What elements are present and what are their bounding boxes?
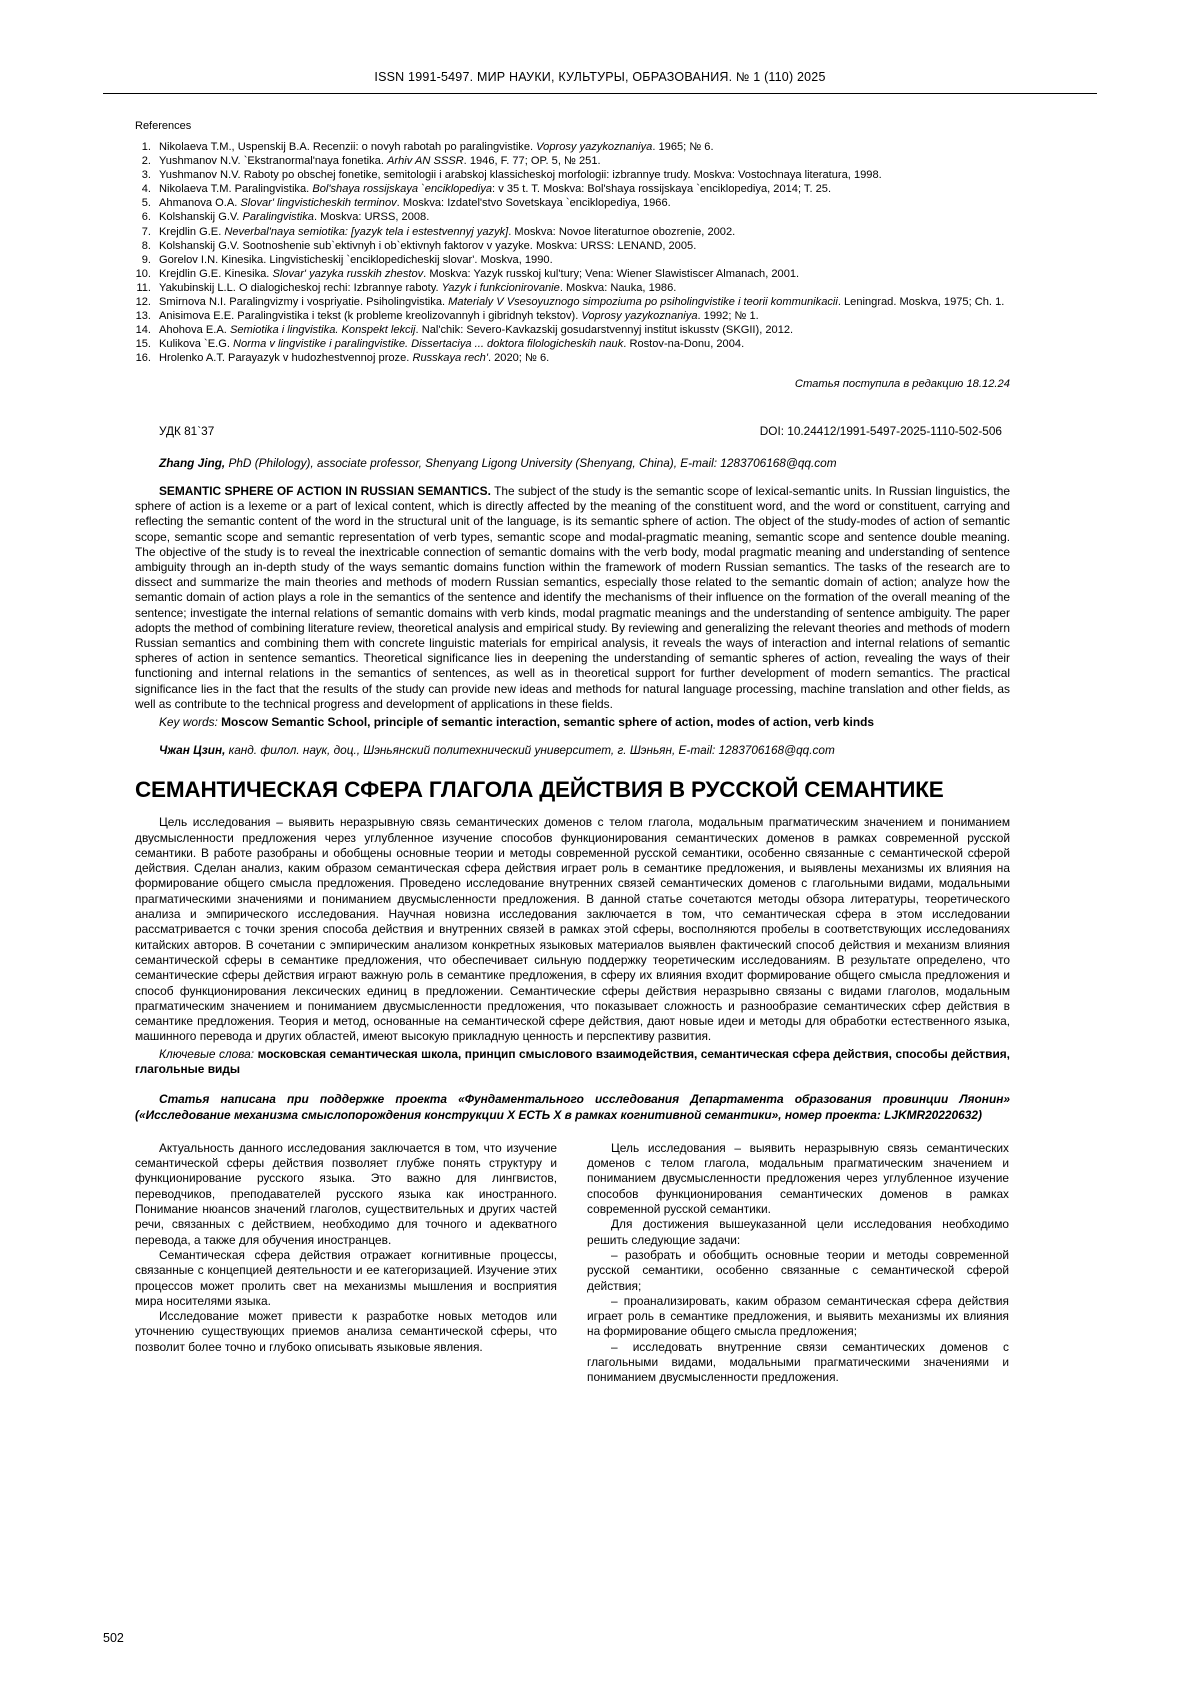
reference-text: Yushmanov N.V. `Ekstranormal'naya fonetika. Arhiv AN SSSR. 1946, F. 77; OP. 5, № 251. xyxy=(159,155,601,168)
body-paragraph: – исследовать внутренние связи семантических доменов с глагольными видами, модальными прагматическими значениями и пониманием двусмысленности предложения. xyxy=(587,1339,1009,1385)
udk-code: УДК 81`37 xyxy=(159,424,215,438)
keywords-en xyxy=(135,715,1010,730)
author-affiliation-en: Zhang Jing, PhD (Philology), associate professor, Shenyang Ligong University (Shenyang, China), E-mail: 1283706168@qq.com xyxy=(159,456,837,470)
reference-number: 2. xyxy=(141,155,151,168)
page-number: 502 xyxy=(103,1631,124,1645)
reference-item xyxy=(135,240,1010,254)
reference-number: 9. xyxy=(141,253,151,266)
body-paragraph: Семантическая сфера действия отражает когнитивные процессы, связанные с концепцией деятельности и ее категоризацией. Изучение этих процессов может пролить свет на механизмы мышления и восприятия мира носителями языка. xyxy=(135,1247,557,1308)
doi-code: DOI: 10.24412/1991-5497-2025-1110-502-506 xyxy=(759,424,1002,438)
abstract-en-title: SEMANTIC SPHERE OF ACTION IN RUSSIAN SEMANTICS. xyxy=(159,484,491,498)
reference-text: Smirnova N.I. Paralingvizmy i vospriyatie. Psiholingvistika. Materialy V Vsesoyuznogo simpoziuma po psiholingvistike i teorii kommunikacii. Leningrad. Moskva, 1975; Ch. 1. xyxy=(159,296,1005,309)
reference-text: Kulikova `E.G. Norma v lingvistike i paralingvistike. Dissertaciya ... doktora filologicheskih nauk. Rostov-na-Donu, 2004. xyxy=(159,338,745,351)
author-affiliation-ru: Чжан Цзин, канд. филол. наук, доц., Шэньянский политехнический университет, г. Шэньян, E-mail: 1283706168@qq.com xyxy=(159,743,835,758)
reference-number: 15. xyxy=(135,338,151,351)
reference-text: Anisimova E.E. Paralingvistika i tekst (k probleme kreolizovannyh i gibridnyh tekstov). Voprosy yazykoznaniya. 1992; № 1. xyxy=(159,310,759,323)
reference-number: 5. xyxy=(141,197,151,210)
reference-text: Krejdlin G.E. Kinesika. Slovar' yazyka russkih zhestov. Moskva: Yazyk russkoj kul'tury; Vena: Wiener Slawistiscer Almanach, 2001. xyxy=(159,267,800,280)
reference-text: Krejdlin G.E. Neverbal'naya semiotika: [yazyk tela i estestvennyj yazyk]. Moskva: Novoe literaturnoe obozrenie, 2002. xyxy=(159,225,736,238)
reference-number: 3. xyxy=(141,169,151,182)
reference-number: 14. xyxy=(135,324,151,337)
reference-item xyxy=(135,183,1010,197)
funding-note: Статья написана при поддержке проекта «Фундаментального исследования Департамента образования провинции Ляонин» («Исследование механизма смыслопорождения конструкции Х ЕСТЬ Х в рамках когнитивной семантики», номер проекта: LJKMR20220632) xyxy=(135,1092,1010,1122)
reference-text: Hrolenko A.T. Parayazyk v hudozhestvennoj proze. Russkaya rech'. 2020; № 6. xyxy=(159,352,550,365)
reference-text: Gorelov I.N. Kinesika. Lingvisticheskij `enciklopedicheskij slovar'. Moskva, 1990. xyxy=(159,253,553,266)
reference-number: 1. xyxy=(141,141,151,153)
reference-text: Kolshanskij G.V. Sootnoshenie sub`ektivnyh i ob`ektivnyh faktorov v yazyke. Moskva: URSS: LENAND, 2005. xyxy=(159,239,697,252)
reference-item xyxy=(135,338,1010,352)
abstract-en-body: The subject of the study is the semantic scope of lexical-semantic units. In Russian linguistics, the sphere of action is a lexeme or a part of lexical content, which is directly affected by the meaning of the constituent word, and the word or constituent, carrying and reflecting the semantic content of the word in the structural unit of the language, is its semantic sphere of action. The object of the study-modes of action of semantic scope, semantic scope and semantic representation of verb types, semantic scope and modal-pragmatic meaning, semantic scope and sentence double meaning. The objective of the study is to reveal the inextricable connection of semantic domains with the verb body, modal pragmatic meaning and understanding of sentence ambiguity through an in-depth study of the ways semantic domains function within the framework of modern Russian semantics. The tasks of the research are to dissect and summarize the main theories and methods of modern Russian semantics, especially those related to the semantic domain of action; analyze how the semantic domain of action plays a role in the semantics of the sentence and identify the mechanisms of their influence on the formation of the overall meaning of the sentence; investigate the internal relations of semantic domains with verb kinds, modal pragmatic meanings and the understanding of sentence ambiguity. The paper adopts the method of combining literature review, theoretical analysis and empirical study. By reviewing and generalizing the relevant theories and methods of modern Russian semantics and combining them with concrete linguistic materials for empirical analysis, it reveals the ways of interaction and internal relations of semantic spheres of action in sentence semantics. Theoretical significance lies in deepening the understanding of semantic spheres of action, revealing the ways of their functioning and internal relations in the semantics of sentences, as well as in theoretical support for further development of modern semantics. The practical significance lies in the fact that the results of the study can provide new ideas and methods for natural language processing, machine translation and other fields, as well as contribute to the technical progress and development of applications in these fields. xyxy=(135,484,1010,711)
abstract-ru: Цель исследования – выявить неразрывную связь семантических доменов с телом глагола, модальным прагматическим значением и пониманием двусмысленности предложения через углубленное изучение способов функционирования семантических доменов в рамках современной русской семантики. В работе разобраны и обобщены основные теории и методы современной русской семантики, особенно связанные с семантической сферой действия. Сделан анализ, каким образом семантическая сфера действия играет роль в семантике предложения, и выявлены механизмы их влияния на формирование общего смысла предложения. Проведено исследование внутренних связей семантических доменов с глагольными видами, модальными прагматическими значениями и пониманием двусмысленности предложения. В данной статье сочетаются методы обзора литературы, теоретического анализа и эмпирического исследования. Научная новизна исследования заключается в том, что семантическая сфера в этом исследовании рассматривается с точки зрения способа действия и внутренних связей в рамках этой сферы, восполняются пробелы в соответствующих исследованиях китайских авторов. В сочетании с эмпирическим анализом конкретных языковых материалов выявлен фактический способ действия и механизм влияния семантической сферы в семантике предложения, что обеспечивает сильную поддержку теоретическим исследованиям. В результате определено, что семантические сферы действия играют важную роль в семантике предложения, в сферу их влияния входит формирование общего смысла предложения и способ функционирования лексических единиц в предложении. Семантические сферы действия неразрывно связаны с видами глаголов, модальным прагматическим значением и пониманием двусмысленности предложения, что показывает сложность и разнообразие семантических сфер действия в семантике предложения. Теория и метод, основанные на семантической сфере действия, дают новые идеи и методы для обработки естественного языка, машинного перевода и других областей, имеют высокую прикладную ценность и перспективу развития. xyxy=(135,815,1010,1044)
reference-item xyxy=(135,310,1010,324)
running-head: ISSN 1991-5497. МИР НАУКИ, КУЛЬТУРЫ, ОБРАЗОВАНИЯ. № 1 (110) 2025 xyxy=(374,70,826,84)
keywords-ru-list: московская семантическая школа, принцип смыслового взаимодействия, семантическая сфера действия, способы действия, глагольные виды xyxy=(135,1046,1010,1076)
reference-item xyxy=(135,254,1010,268)
reference-item xyxy=(135,268,1010,282)
reference-item xyxy=(135,296,1010,310)
keywords-ru-label: Ключевые слова: xyxy=(159,1046,255,1061)
page-title: СЕМАНТИЧЕСКАЯ СФЕРА ГЛАГОЛА ДЕЙСТВИЯ В РУССКОЙ СЕМАНТИКЕ xyxy=(135,777,944,803)
received-date: Статья поступила в редакцию 18.12.24 xyxy=(794,378,1010,390)
reference-number: 12. xyxy=(135,296,151,309)
body-paragraph: Для достижения вышеуказанной цели исследования необходимо решить следующие задачи: xyxy=(587,1217,1009,1247)
reference-text: Yakubinskij L.L. O dialogicheskoj rechi: Izbrannye raboty. Yazyk i funkcionirovanie. Moskva: Nauka, 1986. xyxy=(159,281,677,294)
reference-item xyxy=(135,197,1010,211)
reference-text: Ahmanova O.A. Slovar' lingvisticheskih terminov. Moskva: Izdatel'stvo Sovetskaya `enciklopediya, 1966. xyxy=(159,197,671,210)
reference-number: 4. xyxy=(141,183,151,196)
reference-number: 6. xyxy=(141,211,151,224)
reference-number: 16. xyxy=(135,352,151,365)
reference-item xyxy=(135,211,1010,225)
header-divider xyxy=(103,93,1097,94)
reference-number: 8. xyxy=(141,239,151,252)
column-left xyxy=(135,1141,557,1386)
reference-item xyxy=(135,141,1010,155)
reference-item xyxy=(135,282,1010,296)
references-heading: References xyxy=(135,120,192,132)
body-paragraph: Цель исследования – выявить неразрывную связь семантических доменов с телом глагола, модальным прагматическим значением и пониманием двусмысленности предложения через углубленное изучение способов функционирования семантических доменов в рамках современной русской семантики. xyxy=(587,1140,1009,1217)
reference-item xyxy=(135,352,1010,366)
reference-item xyxy=(135,226,1010,240)
abstract-en xyxy=(135,484,1010,712)
reference-number: 10. xyxy=(135,267,151,280)
reference-text: Nikolaeva T.M. Paralingvistika. Bol'shaya rossijskaya `enciklopediya: v 35 t. T. Moskva: Bol'shaya rossijskaya `enciklopediya, 2014; T. 25. xyxy=(159,183,832,196)
body-paragraph: – разобрать и обобщить основные теории и методы современной русской семантики, особенно связанные с семантической сферой действия; xyxy=(587,1247,1009,1293)
two-column-body xyxy=(135,1141,1010,1386)
body-paragraph: Исследование может привести к разработке новых методов или уточнению существующих приемов анализа семантической сферы, что позволит более точно и глубоко описывать языковые явления. xyxy=(135,1309,557,1354)
page-content xyxy=(135,120,1010,1386)
reference-item xyxy=(135,324,1010,338)
references-list xyxy=(135,141,1010,366)
udk-doi-row xyxy=(135,424,1010,438)
reference-number: 7. xyxy=(141,225,151,238)
reference-text: Ahohova E.A. Semiotika i lingvistika. Konspekt lekcij. Nal'chik: Severo-Kavkazskij gosudarstvennyj institut iskusstv (SKGII), 2012. xyxy=(159,324,794,337)
keywords-en-label: Key words: xyxy=(159,715,218,730)
reference-text: Nikolaeva T.M., Uspenskij B.A. Recenzii: o novyh rabotah po paralingvistike. Voprosy yazykoznaniya. 1965; № 6. xyxy=(159,141,714,153)
body-paragraph: Актуальность данного исследования заключается в том, что изучение семантической сферы действия позволяет глубже понять структуру и функционирование русского языка. Это важно для лингвистов, переводчиков, преподавателей русского языка как иностранного. Понимание нюансов значений глаголов, существительных и других частей речи, связанных с действием, необходимо для точного и адекватного перевода, а также для обучения иностранцев. xyxy=(135,1140,557,1247)
keywords-en-list: Moscow Semantic School, principle of semantic interaction, semantic sphere of action, modes of action, verb kinds xyxy=(221,715,874,730)
reference-item xyxy=(135,169,1010,183)
column-right xyxy=(587,1141,1009,1386)
reference-text: Yushmanov N.V. Raboty po obschej fonetike, semitologii i arabskoj klassicheskoj morfologii: izbrannye trudy. Moskva: Vostochnaya literatura, 1998. xyxy=(159,169,882,182)
reference-number: 11. xyxy=(136,281,151,294)
reference-text: Kolshanskij G.V. Paralingvistika. Moskva: URSS, 2008. xyxy=(159,211,430,224)
reference-item xyxy=(135,155,1010,169)
keywords-ru xyxy=(135,1047,1010,1078)
body-paragraph: – проанализировать, каким образом семантическая сфера действия играет роль в семантике предложения, и выявить механизмы их влияния на формирование общего смысла предложения; xyxy=(587,1293,1009,1339)
reference-number: 13. xyxy=(135,310,151,323)
